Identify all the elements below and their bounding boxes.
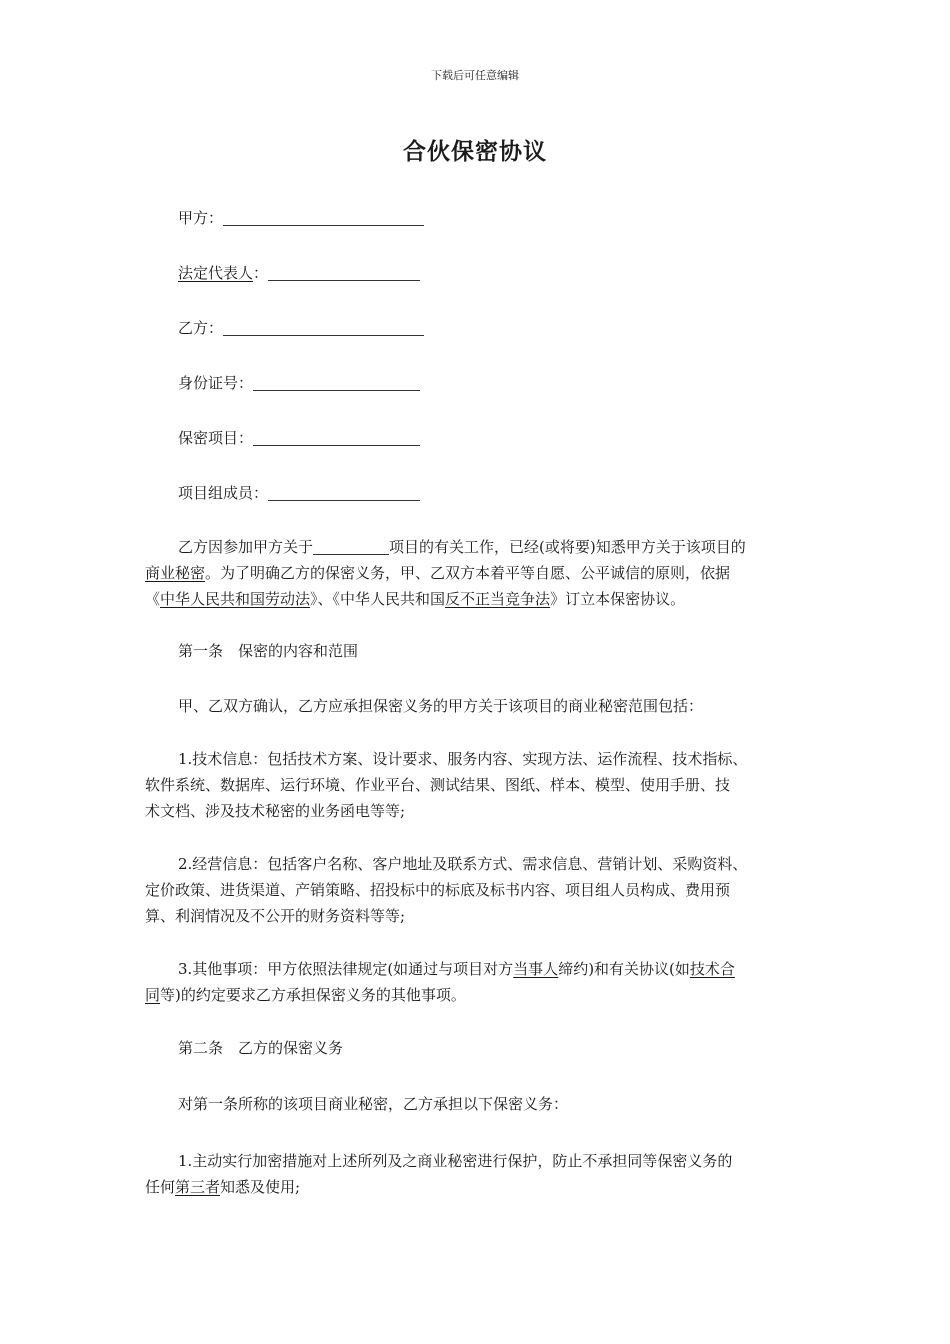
legal-rep-field [178,262,420,284]
article-2-heading: 第二条 乙方的保密义务 [178,1039,344,1057]
article-1-confirm [145,693,810,719]
other-text: 3.其他事项：甲方依照法律规定(如通过与项目对方 [178,960,514,978]
project-name-blank[interactable] [313,538,389,555]
intro-text: 乙方因参加甲方关于 [178,538,314,556]
intro-text: 《 [145,590,161,608]
intro-text: 项目的有关工作，已经(或将要)知悉甲方关于该项目的 [389,538,746,556]
article-2-intro [145,1091,810,1117]
other-matters-item [145,956,810,1008]
intro-text: 》、《中华人民共和国 [310,590,446,608]
tech-info-line: 术文档、涉及技术秘密的业务函电等等; [145,802,406,820]
legal-rep-colon: ： [253,264,269,282]
document-title: 合伙保密协议 [403,138,547,165]
header-note: 下载后可任意编辑 [431,69,519,82]
other-text: 等)的约定要求乙方承担保密义务的其他事项。 [160,986,466,1004]
intro-text: 。为了明确乙方的保密义务，甲、乙双方本着平等自愿、公平诚信的原则，依据 [205,564,731,582]
legal-rep-blank[interactable] [268,264,420,281]
party-a-field [178,207,424,229]
obligation-text: 任何 [145,1178,176,1196]
labor-law-link[interactable]: 中华人民共和国劳动法 [160,590,311,608]
tech-contract-link[interactable]: 技术合 [689,960,735,978]
party-b-field [178,317,424,339]
article-1-heading: 第一条 保密的内容和范围 [178,642,359,660]
members-field [178,482,420,504]
project-label: 保密项目： [178,429,254,447]
project-field [178,427,420,449]
obligation-text: 知悉及使用; [220,1178,301,1196]
obligation-item-1 [145,1148,810,1200]
intro-paragraph [145,534,810,612]
business-info-line: 算、利润情况及不公开的财务资料等等; [145,907,406,925]
id-number-label: 身份证号： [178,374,254,392]
legal-rep-label[interactable]: 法定代表人 [178,264,254,282]
other-text: 缔约)和有关协议(如 [558,960,690,978]
article-2-intro-text: 对第一条所称的该项目商业秘密，乙方承担以下保密义务： [178,1095,569,1113]
tech-info-item [145,746,810,824]
tech-contract-link[interactable]: 同 [145,986,161,1004]
trade-secret-link[interactable]: 商业秘密 [145,564,206,582]
business-info-line: 2.经营信息：包括客户名称、客户地址及联系方式、需求信息、营销计划、采购资料、 [178,855,748,873]
business-info-item [145,851,810,929]
third-party-link[interactable]: 第三者 [175,1178,221,1196]
tech-info-line: 软件系统、数据库、运行环境、作业平台、测试结果、图纸、样本、模型、使用手册、技 [145,776,731,794]
party-b-blank[interactable] [223,319,424,336]
intro-text: 》订立本保密协议。 [550,590,686,608]
party-a-label: 甲方： [178,209,224,227]
id-number-blank[interactable] [253,374,420,391]
members-label: 项目组成员： [178,484,269,502]
party-b-label: 乙方： [178,319,224,337]
obligation-line: 1.主动实行加密措施对上述所列及之商业秘密进行保护，防止不承担同等保密义务的 [178,1152,733,1170]
party-a-blank[interactable] [223,209,424,226]
party-link[interactable]: 当事人 [513,960,559,978]
unfair-competition-law-link[interactable]: 反不正当竞争法 [445,590,551,608]
project-blank[interactable] [253,429,420,446]
tech-info-line: 1.技术信息：包括技术方案、设计要求、服务内容、实现方法、运作流程、技术指标、 [178,750,748,768]
id-number-field [178,372,420,394]
members-blank[interactable] [268,484,420,501]
business-info-line: 定价政策、进货渠道、产销策略、招投标中的标底及标书内容、项目组人员构成、费用预 [145,881,731,899]
confirm-text: 甲、乙双方确认，乙方应承担保密义务的甲方关于该项目的商业秘密范围包括： [178,697,704,715]
